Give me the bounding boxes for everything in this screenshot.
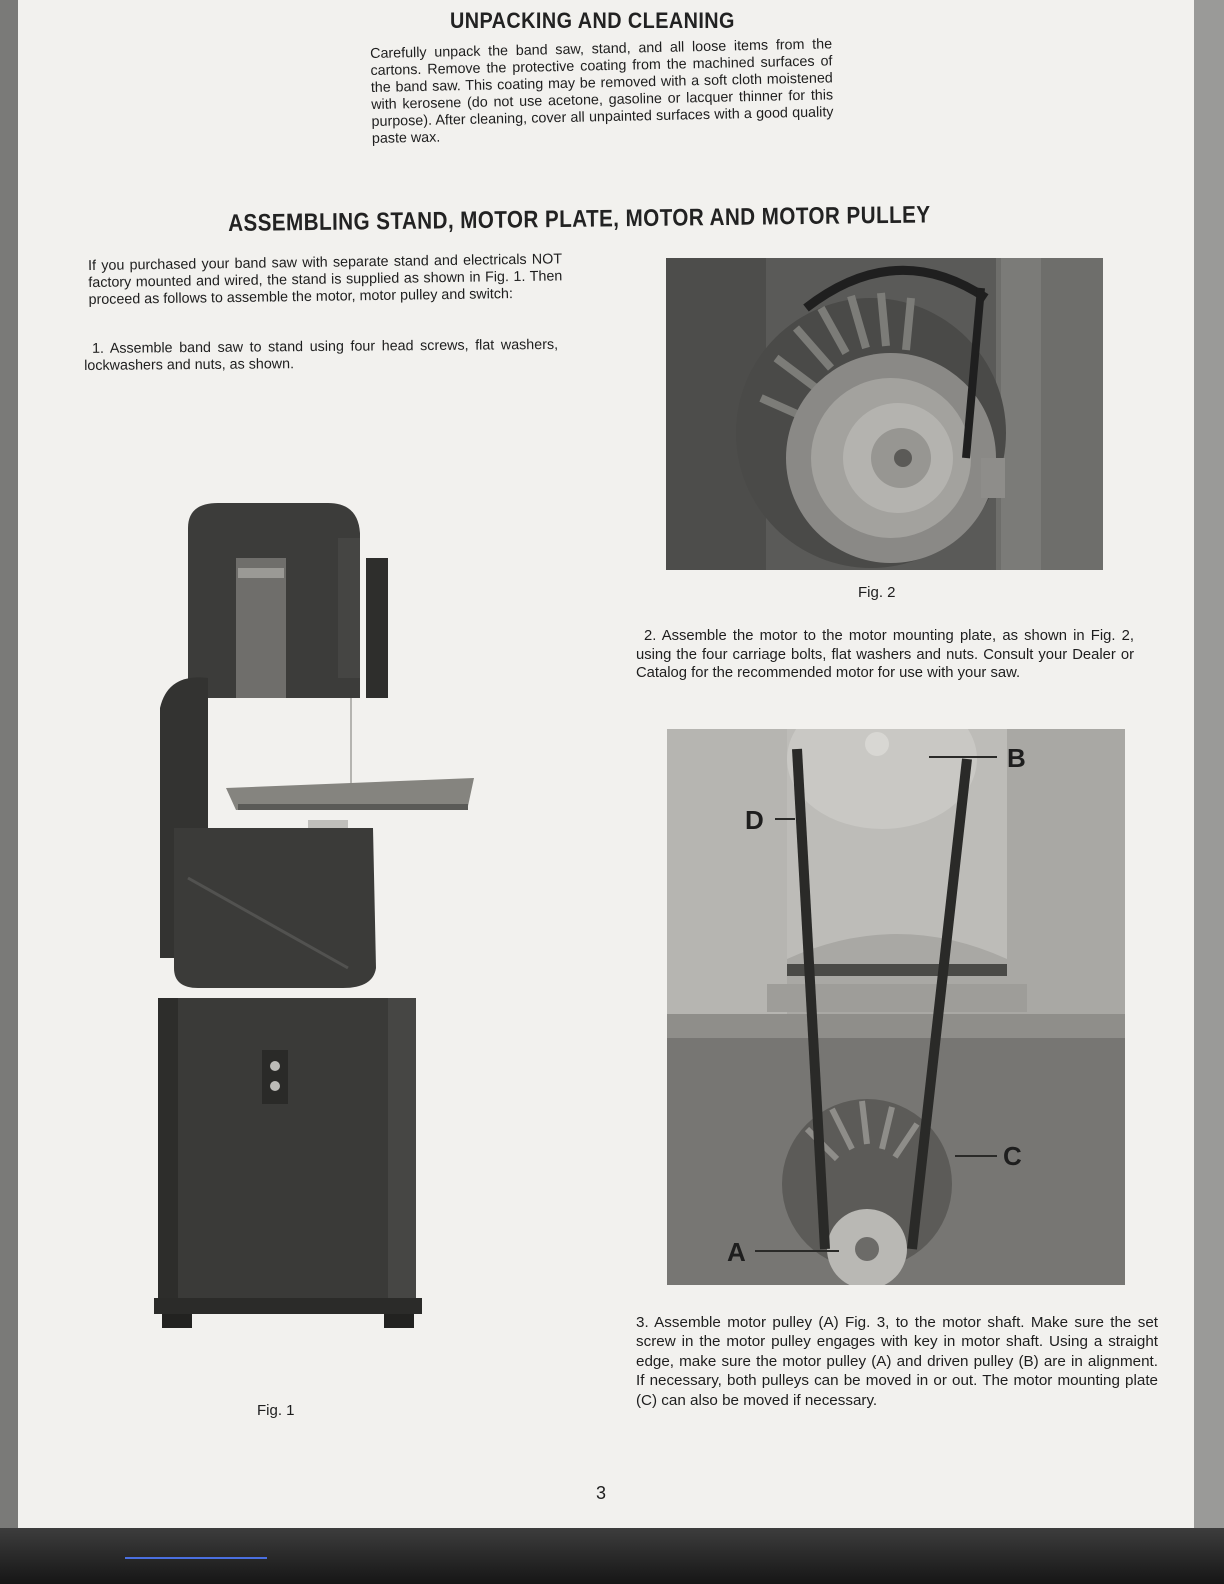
step-3-paragraph: 3. Assemble motor pulley (A) Fig. 3, to the motor shaft. Make sure the set screw in the motor pulley engages with key in motor shaft. Using a straight edge, make sure the motor pulley (A) and driven pulley (B) are in alignment. If necessary, both pulleys can be moved in or out. The motor mounting plate (C) can also be moved if necessary. [636,1314,1158,1409]
fig2-motor-photo [666,258,1103,570]
fig3-pulley-photo [667,729,1125,1285]
page-number: 3 [596,1483,607,1503]
callout-b-label: B [1007,743,1026,773]
step-1-paragraph: 1. Assemble band saw to stand using four head screws, flat washers, lockwashers and nuts, as shown. [84,336,559,374]
bottom-shadow [0,1528,1224,1584]
unpacking-paragraph: Carefully unpack the band saw, stand, and all loose items from the cartons. Remove the protective coating from the machined surfaces of the band saw. This coating may be removed with a soft cloth moistened with kerosene (do not use acetone, gasoline or lacquer thinner for this purpose). After cleaning, cover all unpainted surfaces with a good quality paste wax. [370,36,834,147]
blue-underline-mark [125,1557,267,1559]
fig1-bandsaw-photo [148,498,484,1344]
assembling-heading: ASSEMBLING STAND, MOTOR PLATE, MOTOR AND MOTOR PULLEY [228,201,931,237]
unpacking-heading: UNPACKING AND CLEANING [450,8,735,33]
callout-a-label: A [727,1237,746,1267]
callout-c-label: C [1003,1141,1022,1171]
assembling-intro-paragraph: If you purchased your band saw with separate stand and electricals NOT factory mounted and wired, the stand is supplied as shown in Fig. 1. Then proceed as follows to assemble the motor, motor pulley and switch: [88,251,563,308]
page-left-edge [0,0,18,1528]
step-2-paragraph: 2. Assemble the motor to the motor mounting plate, as shown in Fig. 2, using the four carriage bolts, flat washers and nuts. Consult your Dealer or Catalog for the recommended motor for use with your saw. [636,628,1134,681]
fig1-caption: Fig. 1 [257,1402,295,1419]
page-right-edge [1194,0,1224,1528]
fig2-caption: Fig. 2 [858,584,896,601]
callout-d-label: D [745,805,764,835]
